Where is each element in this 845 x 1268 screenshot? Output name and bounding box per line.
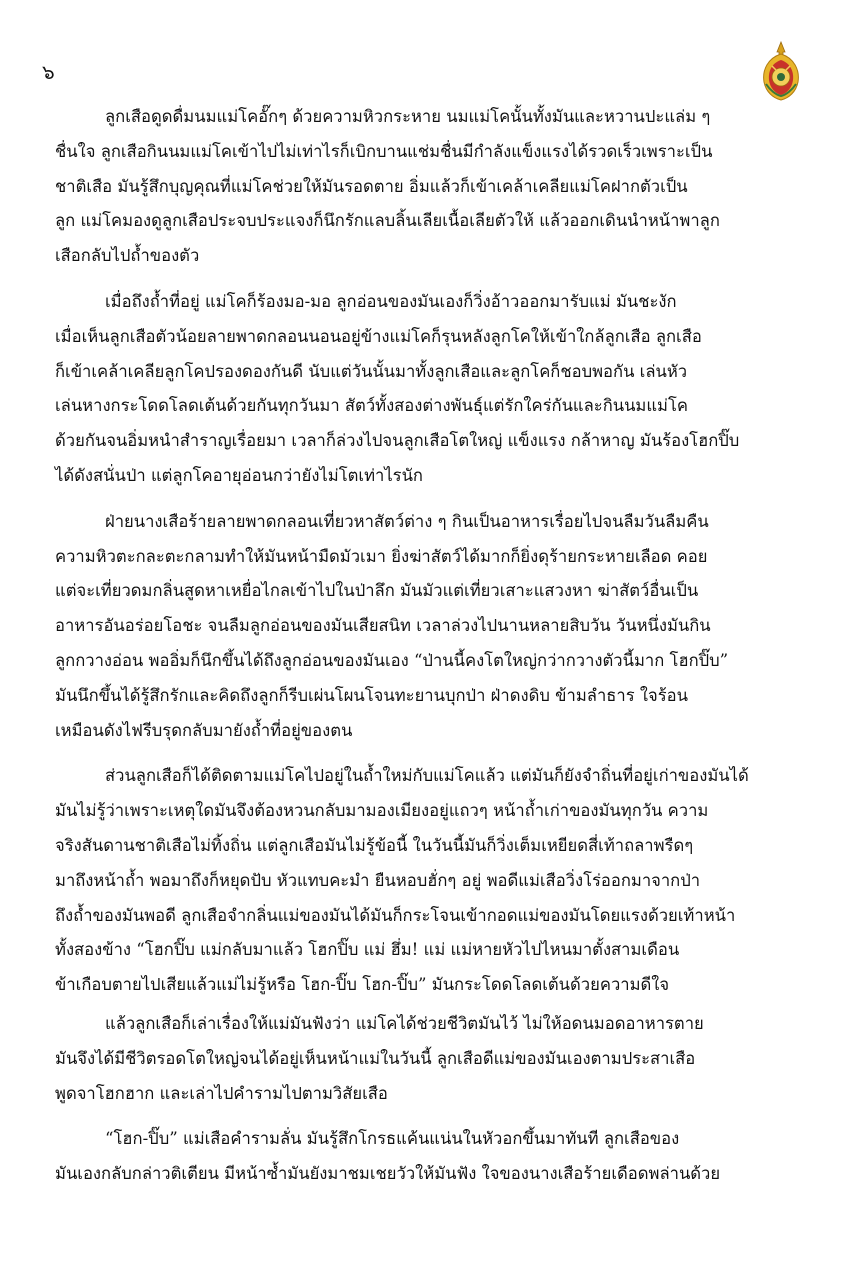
text-line: ก็เข้าเคล้าเคลียลูกโคปรองดองกันดี นับแต่วันนั้นมาทั้งลูกเสือและลูกโคก็ชอบพอกัน เล่นหัว [55,361,688,381]
school-emblem-icon [758,40,804,102]
text-line: ส่วนลูกเสือก็ได้ติดตามแม่โคไปอยู่ในถ้ำใหม่กับแม่โคแล้ว แต่มันก็ยังจำถิ่นที่อยู่เก่าของมันได้ [105,766,749,786]
page-number: ๖ [42,60,55,84]
text-line: ลูกเสือดูดดื่มนมแม่โคอั๊กๆ ด้วยความหิวกระหาย นมแม่โคนั้นทั้งมันและหวานปะแล่ม ๆ [105,107,711,126]
text-line: “โฮก-ปิ๊บ” แม่เสือคำรามลั่น มันรู้สึกโกรธแค้นแน่นในหัวอกขึ้นมาทันที ลูกเสือของ [105,1129,680,1149]
paragraph-1 [55,100,800,274]
document-body [55,100,800,1192]
text-line: ทั้งสองข้าง “โฮกปิ๊บ แม่กลับมาแล้ว โฮกปิ๊บ แม่ ฮึ่ม! แม่ แม่หายหัวไปไหนมาตั้งสามเดือน [55,940,680,960]
text-line: แล้วลูกเสือก็เล่าเรื่องให้แม่มันฟังว่า แม่โคได้ช่วยชีวิตมันไว้ ไม่ให้อดนมอดอาหารตาย [105,1013,704,1033]
text-line: ความหิวตะกละตะกลามทำให้มันหน้ามืดมัวเมา ยิ่งฆ่าสัตว์ได้มากก็ยิ่งดุร้ายกระหายเลือด คอย [55,546,708,566]
text-line: มาถึงหน้าถ้ำ พอมาถึงก็หยุดปับ หัวแทบคะมำ ยืนหอบฮั่กๆ อยู่ พอดีแม่เสือวิ่งโร่ออกมาจากป่า [55,870,701,890]
text-line: ได้ดังสนั่นป่า แต่ลูกโคอายุอ่อนกว่ายังไม่โตเท่าไรนัก [55,465,423,485]
text-line: จริงสันดานชาติเสือไม่ทิ้งถิ่น แต่ลูกเสือมันไม่รู้ข้อนี้ ในวันนี้มันก็วิ่งเต็มเหยียดสี่เท้าถลาพรืดๆ [55,835,694,855]
paragraph-5 [55,1007,800,1111]
paragraph-3 [55,505,800,749]
text-line: เหมือนดังไฟรีบรุดกลับมายังถ้ำที่อยู่ของตน [55,720,353,740]
text-line: อาหารอันอร่อยโอชะ จนลืมลูกอ่อนของมันเสียสนิท เวลาล่วงไปนานหลายสิบวัน วันหนึ่งมันกิน [55,616,711,636]
text-line: ชาติเสือ มันรู้สึกบุญคุณที่แม่โคช่วยให้มันรอดตาย อิ่มแล้วก็เข้าเคล้าเคลียแม่โคฝากตัวเป็น [55,176,688,196]
text-line: พูดจาโฮกฮาก และเล่าไปคำรามไปตามวิสัยเสือ [55,1083,388,1103]
text-line: มันจึงได้มีชีวิตรอดโตใหญ่จนได้อยู่เห็นหน้าแม่ในวันนี้ ลูกเสือดีแม่ของมันเองตามประสาเสือ [55,1048,696,1068]
text-line: มันไม่รู้ว่าเพราะเหตุใดมันจึงต้องหวนกลับมามองเมียงอยู่แถวๆ หน้าถ้ำเก่าของมันทุกวัน ความ [55,801,709,821]
text-line: ชื่นใจ ลูกเสือกินนมแม่โคเข้าไปไม่เท่าไรก็เบิกบานแช่มชื่นมีกำลังแข็งแรงได้รวดเร็วเพราะเป็น [55,141,713,161]
text-line: ฝ่ายนางเสือร้ายลายพาดกลอนเที่ยวหาสัตว์ต่าง ๆ กินเป็นอาหารเรื่อยไปจนลืมวันลืมคืน [105,511,709,531]
text-line: ถึงถ้ำของมันพอดี ลูกเสือจำกลิ่นแม่ของมันได้มันก็กระโจนเข้ากอดแม่ของมันโดยแรงด้วยเท้าหน้า [55,905,736,925]
text-line: เมื่อถึงถ้ำที่อยู่ แม่โคก็ร้องมอ-มอ ลูกอ่อนของมันเองก็วิ่งอ้าวออกมารับแม่ มันชะงัก [105,291,677,311]
text-line: เมื่อเห็นลูกเสือตัวน้อยลายพาดกลอนนอนอยู่ข้างแม่โคก็รุนหลังลูกโคให้เข้าใกล้ลูกเสือ ลูกเสือ [55,326,702,346]
text-line: เล่นหางกระโดดโลดเต้นด้วยกันทุกวันมา สัตว์ทั้งสองต่างพันธุ์แต่รักใคร่กันและกินนมแม่โค [55,396,689,416]
text-line: มันเองกลับกล่าวติเตียน มีหน้าซ้ำมันยังมาชมเชยวัวให้มันฟัง ใจของนางเสือร้ายเดือดพล่านด้วย [55,1164,721,1184]
text-line: ข้าเกือบตายไปเสียแล้วแม่ไม่รู้หรือ โฮก-ปิ๊บ โฮก-ปิ๊บ” มันกระโดดโลดเต้นด้วยความดีใจ [55,975,670,995]
text-line: มันนึกขึ้นได้รู้สึกรักและคิดถึงลูกก็รีบเผ่นโผนโจนทะยานบุกป่า ฝ่าดงดิบ ข้ามลำธาร ใจร้อน [55,685,688,705]
paragraph-4 [55,759,800,1003]
text-line: ลูก แม่โคมองดูลูกเสือประจบประแจงก็นึกรักแลบลิ้นเลียเนื้อเลียตัวให้ แล้วออกเดินนำหน้าพาลูก [55,211,720,231]
text-line: ลูกกวางอ่อน พออิ่มก็นึกขึ้นได้ถึงลูกอ่อนของมันเอง “ป่านนี้คงโตใหญ่กว่ากวางตัวนี้มาก โฮกปิ๊บ” [55,650,729,670]
paragraph-6 [55,1122,800,1192]
text-line: เสือกลับไปถ้ำของตัว [55,246,200,266]
text-line: ด้วยกันจนอิ่มหนำสำราญเรื่อยมา เวลาก็ล่วงไปจนลูกเสือโตใหญ่ แข็งแรง กล้าหาญ มันร้องโฮกปิ๊บ [55,431,740,451]
paragraph-2 [55,285,800,494]
text-line: แต่จะเที่ยวดมกลิ่นสูดหาเหยื่อไกลเข้าไปในป่าลึก มันมัวแต่เที่ยวเสาะแสวงหา ฆ่าสัตว์อื่นเป็น [55,581,699,601]
